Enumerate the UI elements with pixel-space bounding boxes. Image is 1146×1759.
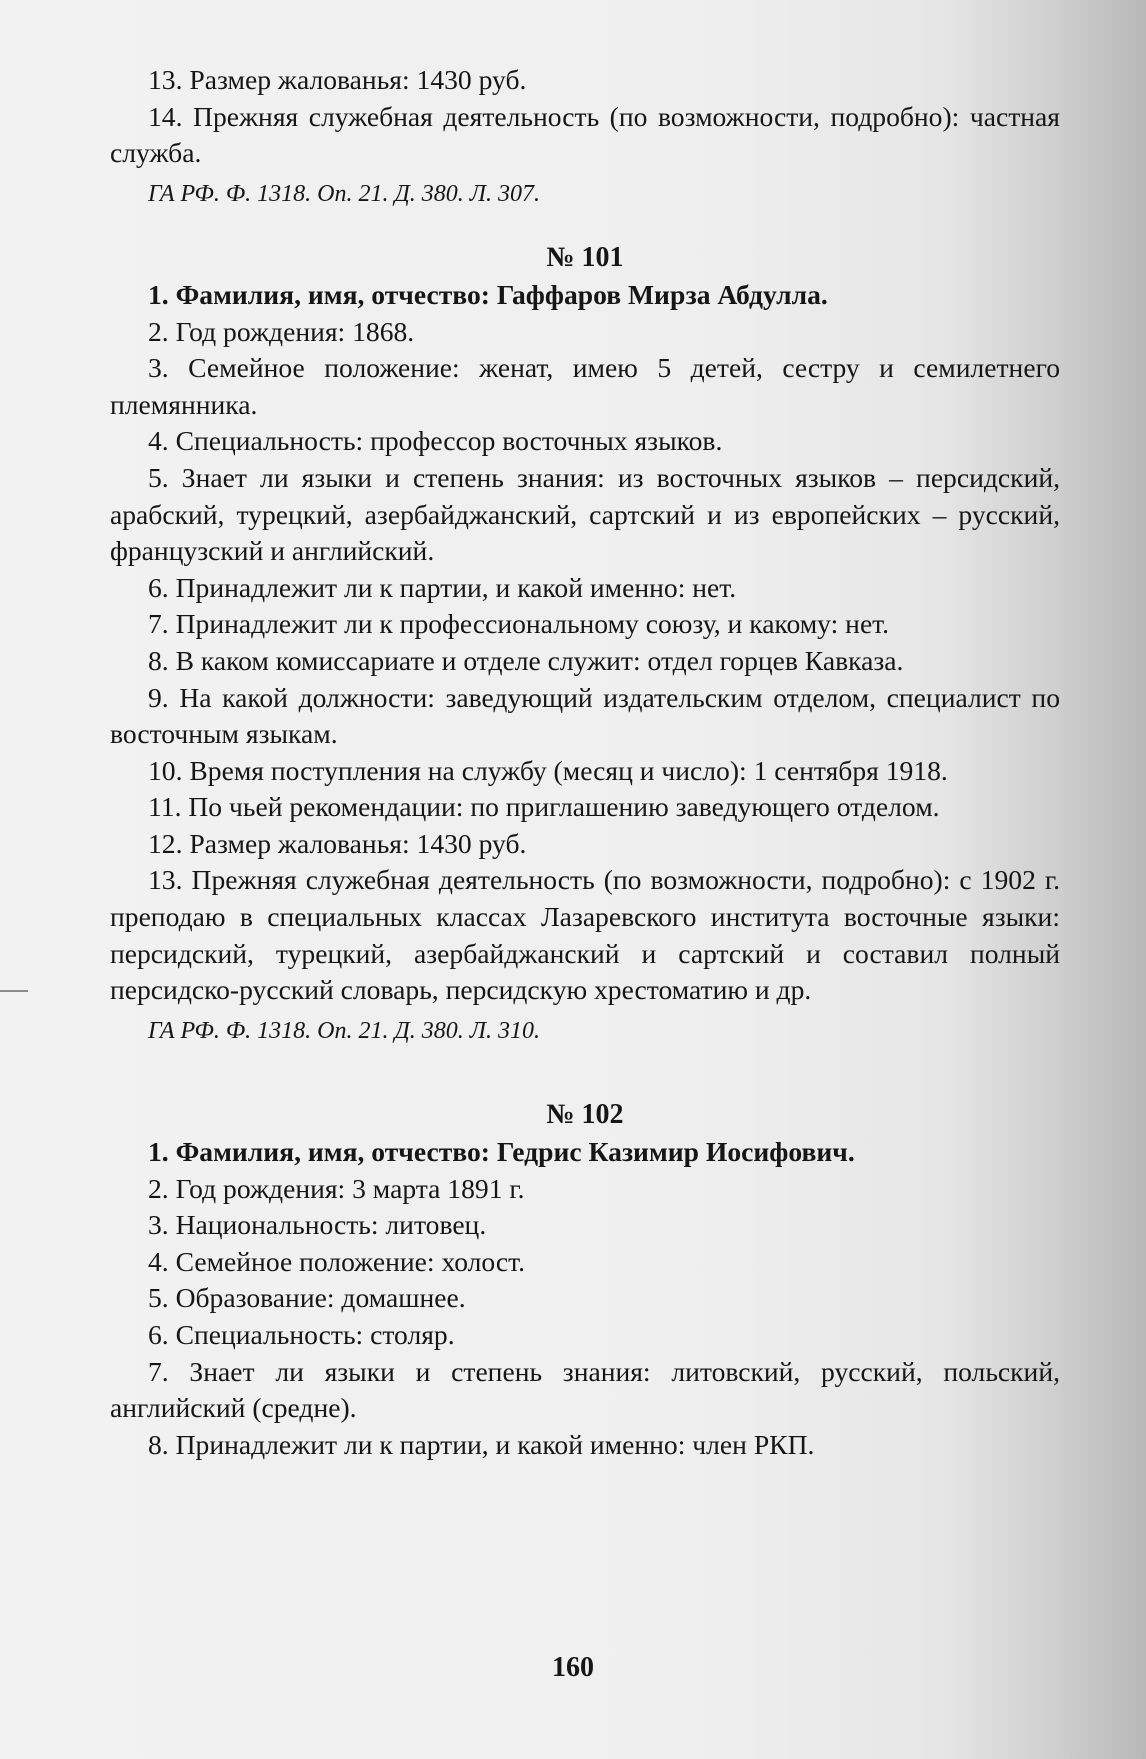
record-item: 2. Год рождения: 3 марта 1891 г. [148, 1172, 525, 1204]
archive-source: ГА РФ. Ф. 1318. Оп. 21. Д. 380. Л. 310. [148, 1017, 540, 1044]
record-item: 3. Национальность: литовец. [148, 1209, 487, 1241]
record-item: 5. Знает ли языки и степень знания: из восточных языков – персидский, арабский, турецкий, азербайджанский, сартский и из европейских – русский, французский и английский. [110, 461, 1060, 567]
previous-record-tail [110, 62, 1060, 212]
record-item: 8. Принадлежит ли к партии, и какой именно: член РКП. [148, 1428, 815, 1460]
record-102 [110, 1097, 1060, 1463]
record-name-line: 1. Фамилия, имя, отчество: Гаффаров Мирза Абдулла. [148, 278, 828, 310]
record-item: 4. Семейное положение: холост. [148, 1245, 526, 1277]
record-item: 13. Размер жалованья: 1430 руб. [148, 64, 527, 95]
record-item: 7. Принадлежит ли к профессиональному союзу, и какому: нет. [148, 608, 890, 640]
record-item: 7. Знает ли языки и степень знания: литовский, русский, польский, английский (средне). [110, 1355, 1060, 1424]
record-item: 9. На какой должности: заведующий издательским отделом, специалист по восточным языкам. [110, 681, 1060, 750]
record-item: 13. Прежняя служебная деятельность (по возможности, подробно): с 1902 г. преподаю в специальных классах Лазаревского института восточные языки: персидский, турецкий, азербайджанский и сартский и составил полный персидско-русский словарь, персидскую хрестоматию и др. [110, 864, 1060, 1006]
record-item: 4. Специальность: профессор восточных языков. [148, 425, 723, 457]
record-item: 10. Время поступления на службу (месяц и число): 1 сентября 1918. [148, 754, 948, 786]
record-item: 6. Специальность: столяр. [148, 1319, 455, 1350]
record-item: 11. По чьей рекомендации: по приглашению заведующего отделом. [148, 791, 940, 823]
record-101 [110, 240, 1060, 1049]
page-number: 160 [552, 1652, 594, 1683]
record-item: 6. Принадлежит ли к партии, и какой именно: нет. [148, 571, 737, 603]
record-name-line: 1. Фамилия, имя, отчество: Гедрис Казимир Иосифович. [148, 1136, 855, 1168]
page-content [110, 62, 1060, 1463]
record-item: 8. В каком комиссариате и отделе служит: отдел горцев Кавказа. [148, 644, 904, 676]
scan-edge-mark [0, 990, 28, 992]
record-item: 5. Образование: домашнее. [148, 1282, 466, 1314]
record-number: № 102 [546, 1099, 624, 1131]
record-number: № 101 [546, 242, 624, 274]
record-item: 3. Семейное положение: женат, имею 5 детей, сестру и семилетнего племянника. [110, 352, 1060, 420]
archive-source: ГА РФ. Ф. 1318. Оп. 21. Д. 380. Л. 307. [148, 180, 540, 207]
record-item: 12. Размер жалованья: 1430 руб. [148, 827, 527, 859]
record-item: 14. Прежняя служебная деятельность (по возможности, подробно): частная служба. [110, 100, 1060, 169]
record-item: 2. Год рождения: 1868. [148, 315, 415, 347]
